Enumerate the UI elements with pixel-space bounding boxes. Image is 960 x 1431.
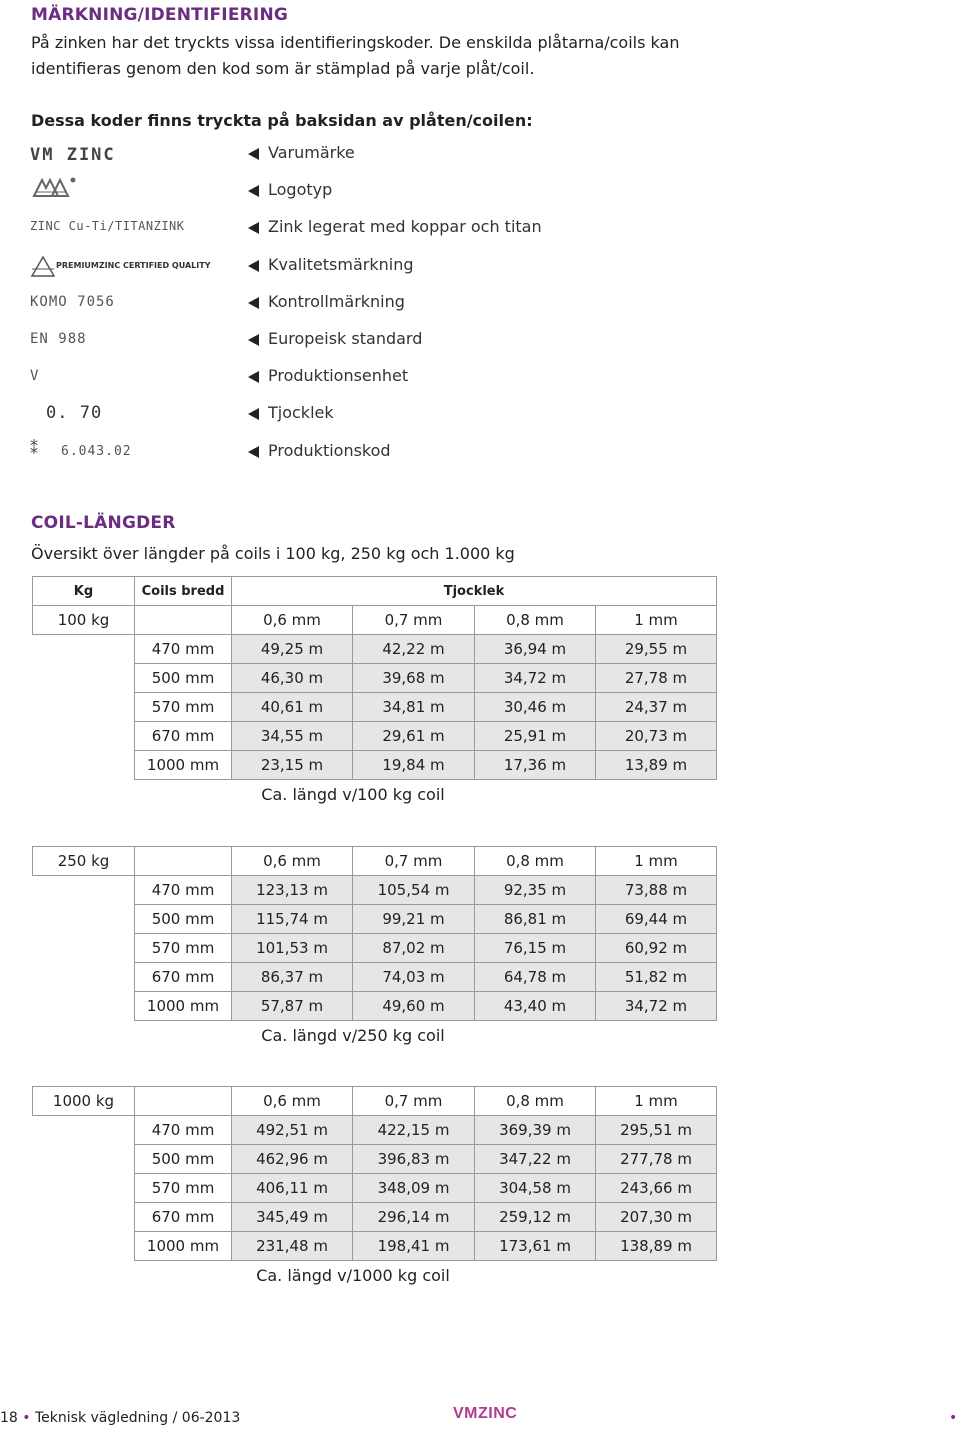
thickness-cell: 0,8 mm [475, 606, 596, 635]
length-cell: 347,22 m [475, 1145, 596, 1174]
thickness-cell: 1 mm [596, 1087, 717, 1116]
mark-code: VM ZINC [30, 145, 116, 165]
vmzinc-logo-mark-icon [32, 176, 78, 200]
arrow-left-icon [248, 148, 259, 160]
length-cell: 86,37 m [232, 963, 353, 992]
section-heading-marking: MÄRKNING/IDENTIFIERING [31, 5, 289, 25]
empty-cell [135, 1087, 232, 1116]
width-cell: 1000 mm [135, 751, 232, 780]
coil-table-250kg [32, 846, 717, 1049]
length-cell: 198,41 m [353, 1232, 475, 1261]
mark-code: V [30, 368, 40, 384]
length-cell: 86,81 m [475, 905, 596, 934]
corner-dot-icon: • [949, 1410, 958, 1426]
table-row [33, 751, 717, 780]
intro-line-1: På zinken har det tryckts vissa identifieringskoder. De enskilda plåtarna/coils kan [31, 33, 680, 52]
page-footer [0, 1410, 240, 1426]
length-cell: 43,40 m [475, 992, 596, 1021]
mark-label: Produktionsenhet [268, 366, 409, 385]
table-row [33, 1203, 717, 1232]
length-cell: 422,15 m [353, 1116, 475, 1145]
mark-label: Kvalitetsmärkning [268, 255, 414, 274]
table-caption: Ca. längd v/250 kg coil [261, 1025, 445, 1045]
length-cell: 42,22 m [353, 635, 475, 664]
header-width: Coils bredd [135, 577, 232, 606]
width-cell: 500 mm [135, 1145, 232, 1174]
width-cell: 570 mm [135, 934, 232, 963]
length-cell: 101,53 m [232, 934, 353, 963]
table-row [33, 635, 717, 664]
codes-subheading: Dessa koder finns tryckta på baksidan av plåten/coilen: [31, 111, 533, 130]
thickness-cell: 0,8 mm [475, 847, 596, 876]
thickness-cell: 1 mm [596, 847, 717, 876]
length-cell: 295,51 m [596, 1116, 717, 1145]
mark-label: Tjocklek [268, 403, 334, 422]
length-cell: 30,46 m [475, 693, 596, 722]
width-cell: 570 mm [135, 1174, 232, 1203]
empty-cell [135, 606, 232, 635]
page-number: 18 [0, 1410, 18, 1426]
mark-code: KOMO 7056 [30, 294, 115, 310]
table-row [33, 1232, 717, 1261]
arrow-left-icon [248, 297, 259, 309]
length-cell: 115,74 m [232, 905, 353, 934]
length-cell: 13,89 m [596, 751, 717, 780]
length-cell: 462,96 m [232, 1145, 353, 1174]
width-cell: 670 mm [135, 1203, 232, 1232]
thickness-cell: 1 mm [596, 606, 717, 635]
mark-label: Europeisk standard [268, 329, 423, 348]
length-cell: 76,15 m [475, 934, 596, 963]
coil-table-1000kg [32, 1086, 717, 1289]
table-row [33, 1145, 717, 1174]
length-cell: 348,09 m [353, 1174, 475, 1203]
mark-row-brand [30, 141, 730, 171]
length-cell: 369,39 m [475, 1116, 596, 1145]
table-row [33, 722, 717, 751]
length-cell: 40,61 m [232, 693, 353, 722]
length-cell: 138,89 m [596, 1232, 717, 1261]
length-cell: 34,72 m [475, 664, 596, 693]
table-row [33, 1116, 717, 1145]
length-cell: 46,30 m [232, 664, 353, 693]
vmzinc-logo [453, 1405, 517, 1423]
kg-value: 1000 kg [33, 1087, 135, 1116]
length-cell: 259,12 m [475, 1203, 596, 1232]
thickness-cell: 0,8 mm [475, 1087, 596, 1116]
mark-row-unit [30, 364, 730, 394]
length-cell: 277,78 m [596, 1145, 717, 1174]
mark-code: 0. 70 [46, 403, 103, 423]
table-row [33, 693, 717, 722]
width-cell: 470 mm [135, 876, 232, 905]
coil-intro: Översikt över längder på coils i 100 kg, 250 kg och 1.000 kg [31, 544, 515, 563]
length-cell: 73,88 m [596, 876, 717, 905]
length-cell: 23,15 m [232, 751, 353, 780]
arrow-left-icon [248, 260, 259, 272]
thickness-row [33, 1087, 717, 1116]
arrow-left-icon [248, 334, 259, 346]
arrow-left-icon [248, 371, 259, 383]
length-cell: 19,84 m [353, 751, 475, 780]
width-cell: 1000 mm [135, 992, 232, 1021]
length-cell: 20,73 m [596, 722, 717, 751]
length-cell: 60,92 m [596, 934, 717, 963]
length-cell: 492,51 m [232, 1116, 353, 1145]
length-cell: 34,55 m [232, 722, 353, 751]
length-cell: 34,72 m [596, 992, 717, 1021]
length-cell: 39,68 m [353, 664, 475, 693]
table-row [33, 963, 717, 992]
mark-label: Kontrollmärkning [268, 292, 405, 311]
thickness-cell: 0,7 mm [353, 1087, 475, 1116]
table-row [33, 905, 717, 934]
table-row [33, 876, 717, 905]
thickness-row [33, 847, 717, 876]
mark-row-production [30, 439, 730, 469]
caption-row [33, 1261, 717, 1290]
arrow-left-icon [248, 446, 259, 458]
width-cell: 1000 mm [135, 1232, 232, 1261]
footer-title: Teknisk vägledning / 06-2013 [35, 1410, 241, 1426]
length-cell: 92,35 m [475, 876, 596, 905]
thickness-cell: 0,6 mm [232, 606, 353, 635]
coil-table-100kg [32, 576, 717, 808]
bullet-icon: • [22, 1410, 35, 1426]
length-cell: 99,21 m [353, 905, 475, 934]
mark-code: EN 988 [30, 331, 87, 347]
length-cell: 27,78 m [596, 664, 717, 693]
length-cell: 207,30 m [596, 1203, 717, 1232]
intro-line-2: identifieras genom den kod som är stämplad på varje plåt/coil. [31, 59, 535, 78]
length-cell: 87,02 m [353, 934, 475, 963]
length-cell: 17,36 m [475, 751, 596, 780]
length-cell: 231,48 m [232, 1232, 353, 1261]
arrow-left-icon [248, 222, 259, 234]
length-cell: 24,37 m [596, 693, 717, 722]
asterisk-icon: ⁑ [30, 439, 38, 458]
length-cell: 57,87 m [232, 992, 353, 1021]
table-row [33, 664, 717, 693]
length-cell: 36,94 m [475, 635, 596, 664]
logo-text: VMZINC [453, 1405, 518, 1422]
mark-row-control [30, 290, 730, 320]
width-cell: 670 mm [135, 722, 232, 751]
width-cell: 500 mm [135, 664, 232, 693]
table-caption: Ca. längd v/1000 kg coil [256, 1265, 450, 1285]
length-cell: 123,13 m [232, 876, 353, 905]
length-cell: 74,03 m [353, 963, 475, 992]
length-cell: 49,60 m [353, 992, 475, 1021]
length-cell: 34,81 m [353, 693, 475, 722]
thickness-row [33, 606, 717, 635]
arrow-left-icon [248, 185, 259, 197]
table-row [33, 934, 717, 963]
table-row [33, 992, 717, 1021]
length-cell: 29,61 m [353, 722, 475, 751]
length-cell: 105,54 m [353, 876, 475, 905]
mark-row-alloy [30, 215, 730, 245]
caption-row [33, 780, 717, 809]
kg-value: 100 kg [33, 606, 135, 635]
arrow-left-icon [248, 408, 259, 420]
mark-label: Produktionskod [268, 441, 391, 460]
length-cell: 243,66 m [596, 1174, 717, 1203]
mark-code: PREMIUMZINC CERTIFIED QUALITY [56, 261, 211, 270]
mark-row-logo [30, 178, 730, 208]
thickness-cell: 0,7 mm [353, 606, 475, 635]
length-cell: 173,61 m [475, 1232, 596, 1261]
length-cell: 64,78 m [475, 963, 596, 992]
mark-row-thickness [30, 401, 730, 431]
table-header-row [33, 577, 717, 606]
table-caption: Ca. längd v/100 kg coil [261, 784, 445, 804]
width-cell: 470 mm [135, 1116, 232, 1145]
length-cell: 396,83 m [353, 1145, 475, 1174]
width-cell: 570 mm [135, 693, 232, 722]
empty-cell [135, 847, 232, 876]
kg-value: 250 kg [33, 847, 135, 876]
mark-code: 6.043.02 [61, 444, 132, 459]
length-cell: 345,49 m [232, 1203, 353, 1232]
section-heading-coil-lengths: COIL-LÄNGDER [31, 513, 176, 533]
length-cell: 29,55 m [596, 635, 717, 664]
width-cell: 470 mm [135, 635, 232, 664]
width-cell: 670 mm [135, 963, 232, 992]
thickness-cell: 0,6 mm [232, 1087, 353, 1116]
length-cell: 296,14 m [353, 1203, 475, 1232]
caption-row [33, 1021, 717, 1050]
thickness-cell: 0,7 mm [353, 847, 475, 876]
header-thickness: Tjocklek [232, 577, 717, 606]
header-kg: Kg [33, 577, 135, 606]
length-cell: 406,11 m [232, 1174, 353, 1203]
length-cell: 69,44 m [596, 905, 717, 934]
length-cell: 51,82 m [596, 963, 717, 992]
mark-code: ZINC Cu-Ti/TITANZINK [30, 219, 185, 233]
length-cell: 304,58 m [475, 1174, 596, 1203]
quality-triangle-icon [30, 255, 56, 279]
mark-label: Logotyp [268, 180, 333, 199]
mark-label: Zink legerat med koppar och titan [268, 217, 542, 236]
mark-row-standard [30, 327, 730, 357]
length-cell: 25,91 m [475, 722, 596, 751]
mark-row-quality [30, 253, 730, 283]
table-row [33, 1174, 717, 1203]
length-cell: 49,25 m [232, 635, 353, 664]
width-cell: 500 mm [135, 905, 232, 934]
thickness-cell: 0,6 mm [232, 847, 353, 876]
mark-label: Varumärke [268, 143, 355, 162]
